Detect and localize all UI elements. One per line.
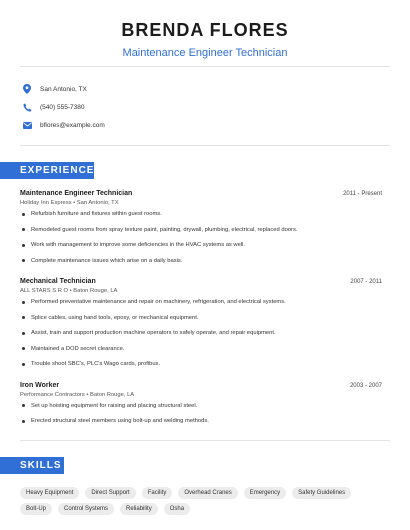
job-title: Mechanical Technician xyxy=(20,278,96,285)
job-bullet: Maintained a DOD secret clearance. xyxy=(20,345,382,361)
location-pin-icon xyxy=(22,84,32,94)
job-employer: ALL STARS S R O • Baton Rouge, LA xyxy=(20,288,118,294)
job-date: 2007 - 2011 xyxy=(350,279,382,285)
resume-header xyxy=(0,0,410,59)
experience-list xyxy=(20,190,382,439)
phone-icon xyxy=(22,102,32,112)
skill-chip: Direct Support xyxy=(85,487,135,499)
skill-chip: Bolt-Up xyxy=(20,503,52,515)
experience-section-label: EXPERIENCE xyxy=(0,162,94,179)
mail-icon xyxy=(22,120,32,130)
job-bullet: Performed preventative maintenance and repair on machinery, refrigeration, and electrical systems. xyxy=(20,298,382,314)
skill-chip: Emergency xyxy=(244,487,286,499)
header-divider xyxy=(20,66,390,67)
job-date: 2011 - Present xyxy=(343,191,382,197)
job-bullet: Refurbish furniture and fixtures within guest rooms. xyxy=(20,210,382,226)
skills-list xyxy=(20,487,390,519)
skill-chip: Reliability xyxy=(120,503,158,515)
contact-phone xyxy=(22,98,105,116)
skill-chip: Safety Guidelines xyxy=(292,487,351,499)
skill-chip: Osha xyxy=(164,503,190,515)
candidate-role: Maintenance Engineer Technician xyxy=(122,47,288,59)
job-bullet: Set up hoisting equipment for raising and placing structural steel. xyxy=(20,402,382,418)
skill-chip: Facility xyxy=(142,487,173,499)
contact-list xyxy=(22,80,105,134)
job-bullet: Work with management to improve some deficiencies in the HVAC systems as well. xyxy=(20,241,382,257)
job-title: Maintenance Engineer Technician xyxy=(20,190,133,197)
contact-divider xyxy=(20,145,390,146)
skill-chip: Overhead Cranes xyxy=(178,487,237,499)
skill-chip: Control Systems xyxy=(58,503,114,515)
job-bullet: Remodeled guest rooms from spray texture paint, painting, drywall, plumbing, electrical, replaced doors. xyxy=(20,226,382,242)
contact-location xyxy=(22,80,105,98)
job-entry xyxy=(20,278,382,376)
job-entry xyxy=(20,190,382,272)
job-date: 2003 - 2007 xyxy=(349,382,382,389)
job-bullet: Splice cables, using hand tools, epoxy, or mechanical equipment. xyxy=(20,314,382,330)
job-employer: Performance Contractors • Baton Rouge, LA xyxy=(20,391,135,398)
job-title: Iron Worker xyxy=(20,381,60,389)
candidate-name: BRENDA FLORES xyxy=(121,20,289,40)
experience-divider xyxy=(20,440,390,441)
job-bullet: Erected structural steel members using bolt-up and welding methods. xyxy=(20,417,382,433)
skills-section-label: SKILLS xyxy=(0,457,64,474)
contact-location-text: San Antonio, TX xyxy=(40,85,87,93)
job-entry xyxy=(20,382,382,433)
job-bullet: Assist, train and support production machine operators to safely operate, and repair equipment. xyxy=(20,329,382,345)
job-bullet: Trouble shoot SBC's, PLC's Wago cards, profibus. xyxy=(20,360,382,376)
contact-email-text[interactable]: bflores@example.com xyxy=(40,121,105,129)
job-bullet: Complete maintenance issues which arise on a daily basis. xyxy=(20,257,382,273)
contact-email[interactable] xyxy=(22,116,105,134)
skill-chip: Heavy Equipment xyxy=(20,487,79,499)
contact-phone-text: (540) 555-7380 xyxy=(40,103,85,111)
job-employer: Holiday Inn Express • San Antonio, TX xyxy=(20,200,119,206)
